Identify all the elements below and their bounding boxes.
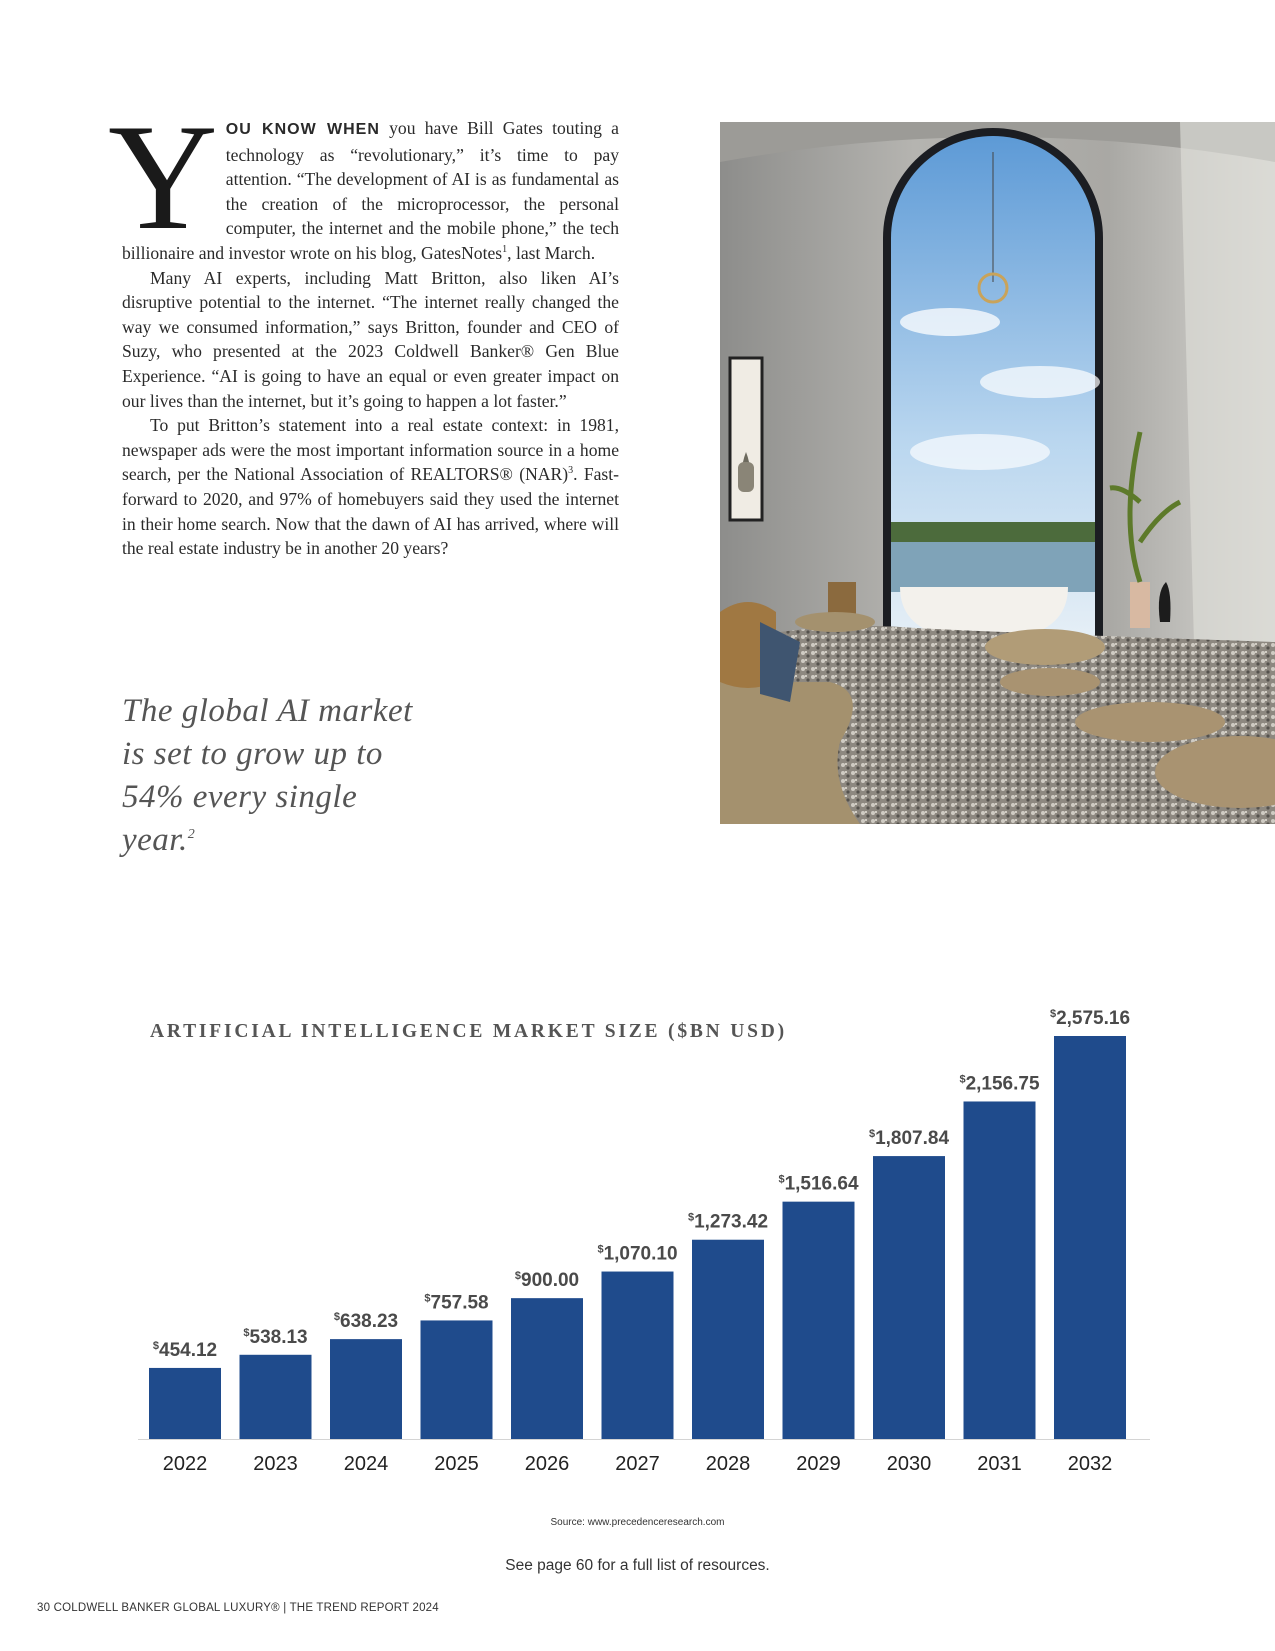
currency-symbol: $ [424, 1292, 431, 1305]
currency-symbol: $ [959, 1073, 966, 1086]
bar-2030 [873, 1156, 945, 1439]
bar-2022 [149, 1368, 221, 1439]
value-label-2032 [1050, 1008, 1130, 1029]
x-tick-2032: 2032 [1067, 1453, 1113, 1475]
value-number: 1,070.10 [603, 1243, 678, 1265]
value-label-2029 [778, 1174, 859, 1195]
currency-symbol: $ [687, 1211, 695, 1224]
value-label-2028 [688, 1212, 768, 1233]
paragraph-3-text-b: . Fast-forward to 2020, and 97% of homebuyers said they used the internet in their home search. Now that the dawn of AI has arrived, where will the real estate industry be in another 20 years? [122, 464, 620, 559]
bar-2026 [511, 1298, 583, 1439]
paragraph-1-end: , last March. [507, 242, 596, 263]
x-tick-2028: 2028 [705, 1453, 751, 1475]
x-tick-2027: 2027 [615, 1453, 660, 1475]
value-label-2030 [869, 1128, 950, 1149]
value-label-2025 [424, 1292, 488, 1313]
currency-symbol: $ [1049, 1008, 1057, 1020]
x-tick-2024: 2024 [343, 1453, 389, 1475]
paragraph-1-text: you have Bill Gates touting a technology as “revolutionary,” it’s time to pay attention. “The development of AI is as fundamental as the creation of the microprocessor, the personal computer, the internet and the mobile phone,” the tech billionaire and investor wrote on his blog, GatesNotes [122, 118, 619, 263]
paragraph-3-text-a: To put Britton’s statement into a real estate context: in 1981, newspaper ads were the most important information source in a home search, per the National Association of REALTORS® (NAR) [122, 415, 619, 485]
value-number: 638.23 [340, 1311, 399, 1333]
bar-2025 [421, 1320, 493, 1439]
drop-cap: Y [108, 93, 218, 261]
currency-symbol: $ [333, 1311, 340, 1324]
value-number: 900.00 [521, 1270, 580, 1292]
value-label-2024 [334, 1311, 398, 1332]
currency-symbol: $ [152, 1339, 159, 1352]
value-number: 1,273.42 [694, 1211, 769, 1233]
value-label-2027 [597, 1244, 677, 1265]
currency-symbol: $ [514, 1270, 521, 1283]
value-label-2022 [153, 1340, 217, 1361]
bar-2023 [240, 1355, 312, 1439]
page-footer: 30 COLDWELL BANKER GLOBAL LUXURY® | THE TREND REPORT 2024 [37, 1602, 439, 1614]
footnote-ref-3: 3 [568, 465, 574, 477]
x-tick-2029: 2029 [796, 1453, 841, 1475]
x-tick-2030: 2030 [886, 1453, 932, 1475]
x-tick-2031: 2031 [977, 1453, 1022, 1475]
bar-2028 [692, 1240, 764, 1439]
source-note: Source: www.precedenceresearch.com [550, 1517, 725, 1528]
bar-2029 [783, 1202, 855, 1439]
lead-in: OU KNOW WHEN [225, 121, 380, 138]
bar-2031 [964, 1101, 1036, 1439]
x-tick-2025: 2025 [434, 1453, 479, 1475]
value-number: 454.12 [159, 1339, 218, 1361]
value-number: 1,516.64 [784, 1173, 859, 1195]
chart-title: ARTIFICIAL INTELLIGENCE MARKET SIZE ($BN USD) [150, 1021, 787, 1042]
currency-symbol: $ [778, 1173, 785, 1186]
article-paragraph-2: Many AI experts, including Matt Britton, also liken AI’s disruptive potential to the internet. “The internet really changed the way we consumed information,” says Britton, founder and CEO of Suzy, who presented at the 2023 Coldwell Banker® Gen Blue Experience. “AI is going to have an equal or even greater impact on our lives than the internet, but it’s going to happen a lot faster.” [122, 267, 619, 411]
footnote-ref-1: 1 [502, 244, 508, 256]
bar-2027 [602, 1272, 674, 1439]
value-number: 538.13 [249, 1326, 308, 1348]
see-page-note: See page 60 for a full list of resources. [505, 1557, 770, 1574]
x-tick-2026: 2026 [524, 1453, 570, 1475]
bar-2024 [330, 1339, 402, 1439]
value-label-2031 [959, 1073, 1040, 1094]
value-number: 757.58 [430, 1292, 489, 1314]
value-number: 2,575.16 [1056, 1008, 1131, 1029]
currency-symbol: $ [597, 1243, 604, 1256]
value-label-2023 [243, 1327, 307, 1348]
x-tick-2022: 2022 [162, 1453, 208, 1475]
pull-quote-text: The global AI market is set to grow up to 54% every single year. [122, 693, 413, 858]
x-tick-2023: 2023 [253, 1453, 298, 1475]
value-number: 1,807.84 [875, 1128, 950, 1150]
bar-2032 [1054, 1036, 1126, 1439]
value-label-2026 [515, 1270, 579, 1291]
pull-quote-footnote: 2 [187, 827, 196, 842]
currency-symbol: $ [243, 1326, 250, 1339]
currency-symbol: $ [868, 1128, 876, 1141]
value-number: 2,156.75 [965, 1073, 1040, 1095]
